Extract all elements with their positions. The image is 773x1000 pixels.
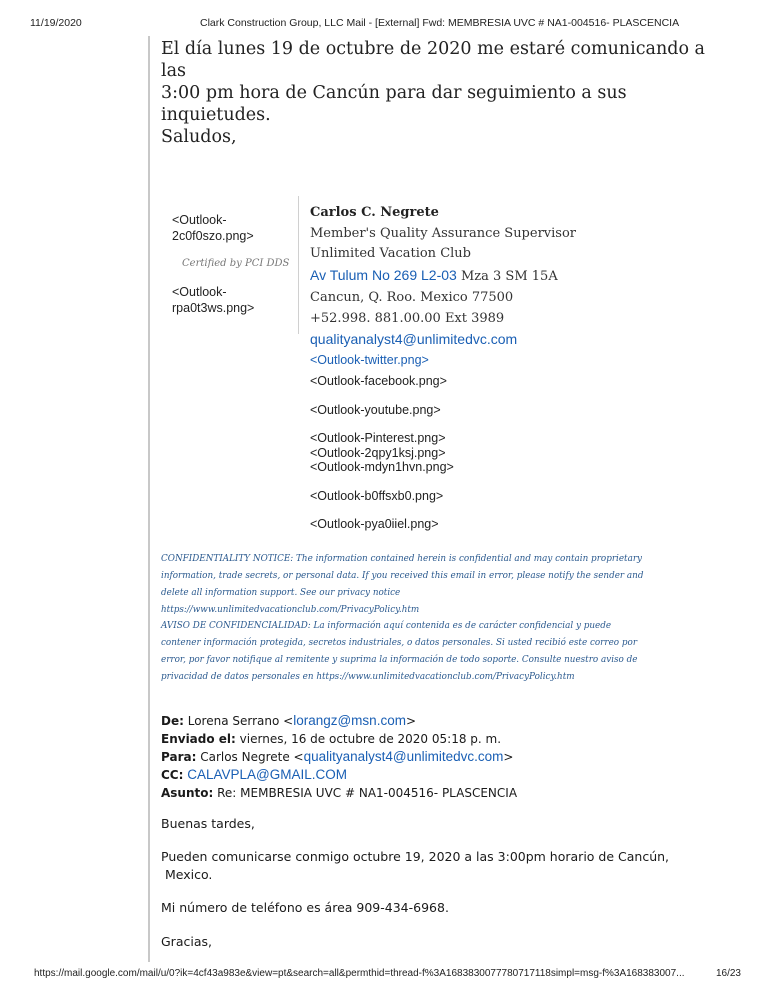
sent-row <box>161 730 721 748</box>
subject-value: Re: MEMBRESIA UVC # NA1-004516- PLASCENCIA <box>217 786 518 800</box>
confidentiality-notice-es: AVISO DE CONFIDENCIALIDAD: La información aquí contenida es de carácter confidencial y puede contener información protegida, secretos industriales, o datos personales. Si usted recibió este correo por error, por favor notifique al remitente y suprima la información de todo soporte. Consulte nuestro aviso de privacidad de datos personales en https://www.unlimitedvacationclub.com/PrivacyPolicy.htm <box>161 621 638 682</box>
address-rest: Mza 3 SM 15A <box>456 269 558 285</box>
image-alt[interactable]: <Outlook-b0ffsxb0.png> <box>310 488 444 503</box>
image-alt[interactable]: <Outlook-2qpy1ksj.png> <box>310 445 446 460</box>
pinterest-image-alt[interactable]: <Outlook-Pinterest.png> <box>310 431 446 445</box>
from-close: > <box>405 714 417 728</box>
social-images <box>310 374 730 532</box>
greeting-line: El día lunes 19 de octubre de 2020 me estaré comunicando a las <box>161 39 705 81</box>
from-email-link[interactable]: lorangz@msn.com <box>293 713 406 728</box>
signature-role: Member's Quality Assurance Supervisor <box>310 225 577 241</box>
forward-headers <box>161 712 721 802</box>
to-name: Carlos Negrete < <box>200 750 304 764</box>
image-alt[interactable]: <Outlook-mdyn1hvn.png> <box>310 460 454 474</box>
page-number: 16/23 <box>715 968 741 979</box>
logo-image-alt: <Outlook-rpa0t3ws.png> <box>172 285 255 315</box>
body-paragraph <box>161 848 721 884</box>
logo-image-alt: <Outlook-2c0f0szo.png> <box>172 213 254 243</box>
signature-details <box>310 203 730 368</box>
signature-city: Cancun, Q. Roo. Mexico 77500 <box>310 289 514 305</box>
print-title: Clark Construction Group, LLC Mail - [External] Fwd: MEMBRESIA UVC # NA1-004516- PLASCENCIA <box>200 17 680 29</box>
greeting-line: inquietudes. <box>161 105 271 125</box>
greeting-line: Saludos, <box>161 127 237 147</box>
youtube-image-alt[interactable]: <Outlook-youtube.png> <box>310 402 441 417</box>
print-footer <box>0 968 773 984</box>
signature-company: Unlimited Vacation Club <box>310 246 471 262</box>
greeting-message <box>161 38 721 148</box>
signature-phone: +52.998. 881.00.00 Ext 3989 <box>310 310 505 326</box>
subject-row <box>161 784 721 802</box>
print-url: https://mail.google.com/mail/u/0?ik=4cf43a983e&view=pt&search=all&permthid=thread-f%3A1683830077780717118simpl=msg-f%3A168383007... <box>34 968 685 979</box>
to-row <box>161 748 721 766</box>
body-closing: Gracias, <box>161 934 212 949</box>
greeting-line: 3:00 pm hora de Cancún para dar seguimiento a sus <box>161 83 627 103</box>
cc-email-link[interactable]: CALAVPLA@GMAIL.COM <box>187 767 347 782</box>
to-email-link[interactable]: qualityanalyst4@unlimitedvc.com <box>303 749 504 764</box>
body-line: Pueden comunicarse conmigo octubre 19, 2020 a las 3:00pm horario de Cancún, <box>161 849 670 864</box>
sent-label: Enviado el: <box>161 732 236 746</box>
from-row <box>161 712 721 730</box>
image-alt[interactable]: <Outlook-pya0iiel.png> <box>310 517 439 531</box>
signature-logos <box>172 212 292 316</box>
print-header <box>0 17 773 33</box>
print-date: 11/19/2020 <box>30 17 82 29</box>
quote-bar <box>148 36 150 962</box>
body-greeting: Buenas tardes, <box>161 816 255 831</box>
address-link[interactable]: Av Tulum No 269 L2-03 <box>310 267 457 284</box>
twitter-image-link[interactable]: <Outlook-twitter.png> <box>310 352 429 367</box>
signature-divider <box>298 196 299 334</box>
from-name: Lorena Serrano < <box>187 714 294 728</box>
subject-label: Asunto: <box>161 786 214 800</box>
to-close: > <box>503 750 514 764</box>
cc-label: CC: <box>161 768 184 782</box>
facebook-image-alt[interactable]: <Outlook-facebook.png> <box>310 374 447 388</box>
from-label: De: <box>161 714 184 728</box>
sent-value: viernes, 16 de octubre de 2020 05:18 p. m. <box>239 732 502 746</box>
body-line: Mexico. <box>165 867 213 882</box>
signature-address <box>310 265 730 288</box>
to-label: Para: <box>161 750 197 764</box>
confidentiality-notice-en: CONFIDENTIALITY NOTICE: The information contained herein is confidential and may contain proprietary information, trade secrets, or personal data. If you received this email in error, please notify the sender and delete all information support. See our privacy notice https://www.unlimitedvacationclub.com/PrivacyPolicy.htm <box>161 554 644 615</box>
cc-row <box>161 766 721 784</box>
signature-email-link[interactable]: qualityanalyst4@unlimitedvc.com <box>310 331 518 348</box>
certified-label: Certified by PCI DDS <box>182 258 290 269</box>
signature-name: Carlos C. Negrete <box>310 205 439 220</box>
body-phone: Mi número de teléfono es área 909-434-6968. <box>161 900 449 915</box>
